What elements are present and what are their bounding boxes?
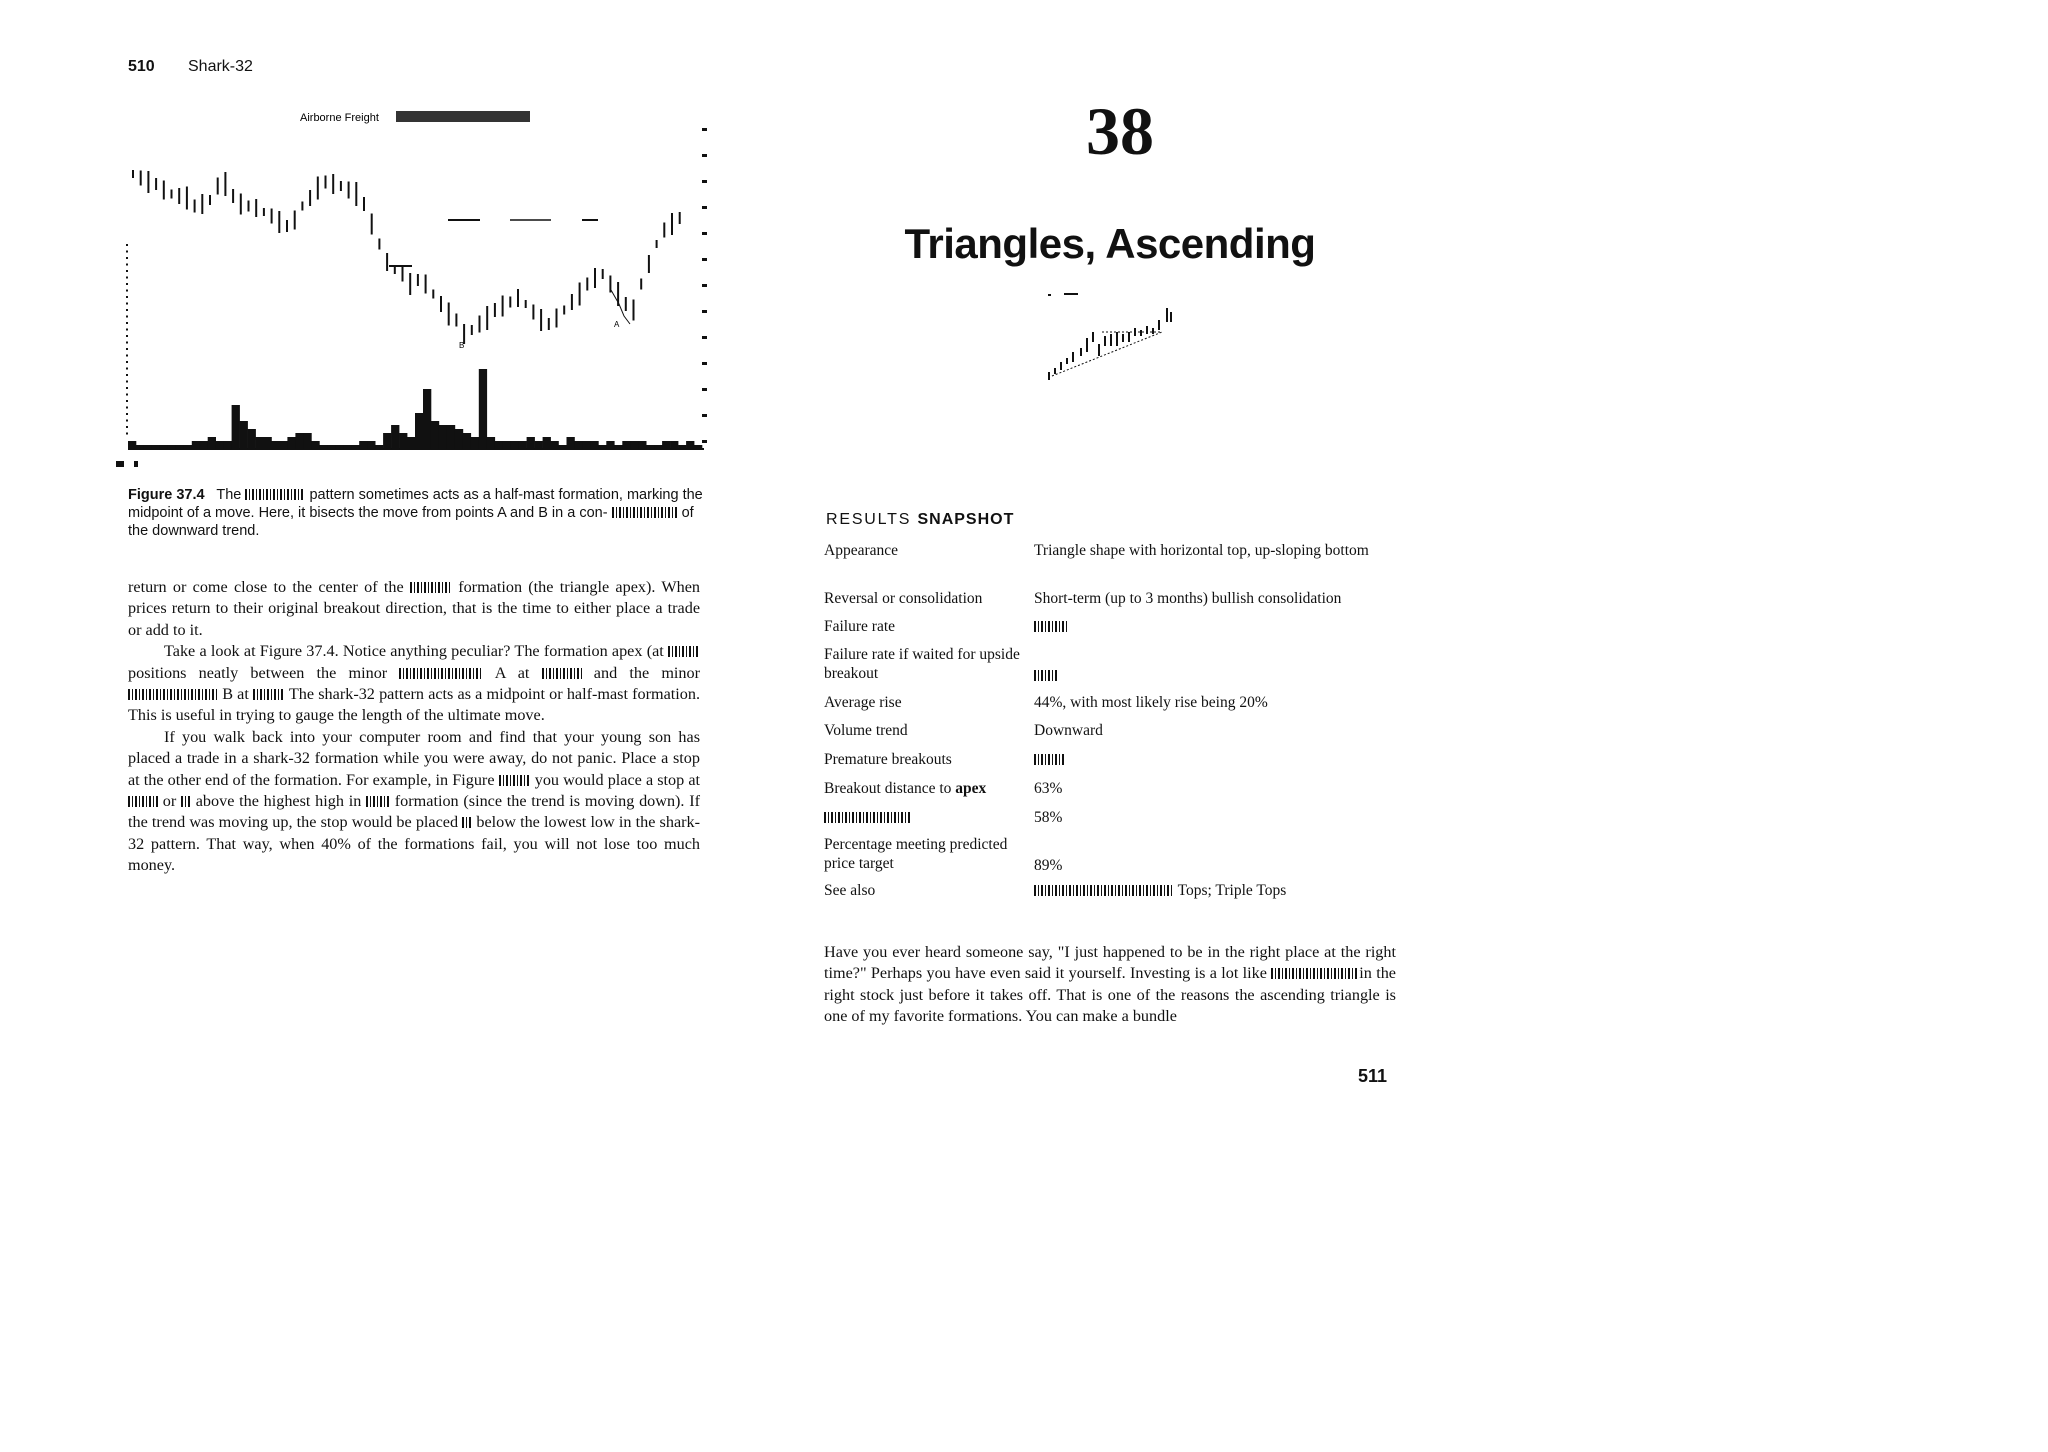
price-bar (248, 201, 250, 212)
volume-bar (351, 445, 359, 449)
p2-smudge-1 (668, 646, 700, 657)
p3-smudge-4 (366, 796, 390, 807)
snapshot-label: Reversal or consolidation (824, 590, 983, 607)
ascending-triangle-icon (1040, 288, 1180, 388)
volume-bar (367, 441, 375, 449)
price-bar (602, 269, 604, 279)
left-axis-tick (126, 303, 128, 305)
p1-smudge (410, 582, 452, 593)
value-smudge (1034, 885, 1174, 896)
snapshot-label: Average rise (824, 694, 902, 711)
price-bar (671, 213, 673, 235)
snapshot-label: Failure rate if waited for upside breakout (824, 646, 1020, 682)
right-axis-tick (702, 336, 707, 339)
left-axis-tick (126, 400, 128, 402)
price-bar (656, 240, 658, 248)
price-bar (486, 306, 488, 330)
volume-bar (375, 445, 383, 449)
price-bar (309, 190, 311, 206)
p3-smudge-1 (499, 775, 531, 786)
right-axis-tick (702, 310, 707, 313)
price-bar (532, 305, 534, 320)
left-axis-tick (126, 426, 128, 428)
p3-text-b: you would place a stop at (534, 770, 701, 789)
snapshot-row (824, 881, 1404, 909)
snapshot-label: Appearance (824, 542, 899, 559)
price-bar (633, 300, 635, 321)
volume-bar (359, 441, 367, 449)
volume-bar (407, 437, 415, 449)
see-also-text: Tops; Triple Tops (1177, 882, 1287, 899)
snapshot-row (824, 541, 1404, 589)
value-smudge (1034, 670, 1058, 681)
volume-bar (327, 445, 335, 449)
p2-text-b: positions neatly between the minor (128, 663, 388, 682)
snapshot-row (824, 693, 1404, 721)
right-axis-tick (702, 180, 707, 183)
chart-label-b: B (459, 341, 465, 350)
volume-bar (184, 445, 192, 449)
volume-bar (543, 437, 551, 449)
snapshot-row (824, 835, 1404, 881)
price-bar (455, 314, 457, 327)
volume-bar (128, 441, 136, 449)
p3-text-c: or (162, 792, 177, 811)
results-snapshot-table (824, 541, 1404, 909)
left-axis-tick (126, 316, 128, 318)
left-axis-tick (126, 381, 128, 383)
price-bar (502, 296, 504, 317)
left-axis-tick (126, 296, 128, 298)
caption-text-3: of the downward trend. (128, 505, 694, 539)
volume-bar (423, 389, 431, 449)
left-axis-tick (126, 309, 128, 311)
rp1-text-a: Have you ever heard someone say, "I just happened to be in the right place at the right time?" Perhaps you have even said it yourself. Investing is a lot like (824, 943, 1396, 983)
left-axis-ticks (126, 244, 128, 435)
price-bar (371, 214, 373, 235)
left-axis-tick (126, 374, 128, 376)
price-bar (355, 182, 357, 206)
volume-bar (511, 441, 519, 449)
volume-bar (495, 441, 503, 449)
price-bar (163, 181, 165, 200)
volume-bar (479, 369, 487, 449)
snapshot-label: Volume trend (824, 722, 908, 739)
volume-bar (248, 429, 256, 449)
snapshot-value: Short-term (up to 3 months) bullish consolidation (1034, 590, 1342, 607)
price-bar (448, 303, 450, 326)
figure-caption (128, 486, 703, 540)
volume-bar (383, 433, 391, 449)
left-axis-tick (126, 329, 128, 331)
price-bar (255, 199, 257, 217)
right-axis-ticks (702, 128, 707, 443)
price-bar (479, 316, 481, 333)
left-axis-tick (126, 342, 128, 344)
price-bar (201, 194, 203, 214)
price-bar (517, 289, 519, 307)
page-number-right: 511 (1358, 1066, 1388, 1086)
volume-bar (415, 413, 423, 449)
volume-bar (630, 441, 638, 449)
volume-bar (144, 445, 152, 449)
right-axis-tick (702, 154, 707, 157)
volume-bar (303, 433, 311, 449)
paragraph-1 (128, 577, 700, 641)
price-bar (594, 268, 596, 288)
price-bar (378, 239, 380, 250)
volume-bar (686, 441, 694, 449)
snapshot-value (1034, 881, 1404, 909)
snapshot-value (1034, 645, 1404, 693)
right-axis-tick (702, 206, 707, 209)
volume-bar (582, 441, 590, 449)
p2-smudge-3 (542, 668, 582, 679)
price-bar (278, 211, 280, 233)
right-axis-tick (702, 258, 707, 261)
p1-text-a: return or come close to the center of the (128, 578, 404, 596)
volume-bar (311, 441, 319, 449)
rp1-smudge (1271, 968, 1359, 979)
date-axis-mark (116, 461, 124, 467)
right-axis-tick (702, 362, 707, 365)
volume-bar (503, 441, 511, 449)
volume-bar (160, 445, 168, 449)
left-axis-tick (126, 270, 128, 272)
snapshot-label: Percentage meeting predicted price target (824, 836, 1008, 872)
price-bars (132, 170, 681, 344)
volume-bar (551, 441, 559, 449)
snapshot-row (824, 808, 1404, 835)
volume-bar (567, 437, 575, 449)
snapshot-label (824, 779, 1034, 808)
left-axis-tick (126, 322, 128, 324)
p3-text-e: formation (since the trend is moving down). If the trend was moving up, the stop would be placed (128, 792, 701, 832)
volume-bar (447, 425, 455, 449)
price-bar (217, 178, 219, 195)
price-bar (394, 266, 396, 274)
volume-bar (614, 445, 622, 449)
snapshot-value (1034, 750, 1404, 779)
volume-bar (519, 441, 527, 449)
volume-bar (216, 441, 224, 449)
snapshot-row (824, 645, 1404, 693)
caption-text-1: The (216, 487, 242, 503)
volume-bar (463, 433, 471, 449)
chart-svg (114, 104, 719, 474)
volume-bar (232, 405, 240, 449)
price-bar (348, 182, 350, 199)
p2-smudge-5 (253, 689, 285, 700)
snapshot-value: 44%, with most likely rise being 20% (1034, 694, 1268, 711)
p2-text-e: B at (222, 685, 249, 704)
snapshot-label: See also (824, 882, 876, 899)
running-head: Shark-32 (188, 58, 253, 75)
trend-line (611, 290, 630, 324)
volume-bars (128, 369, 702, 449)
price-bar (548, 318, 550, 330)
volume-bar (527, 437, 535, 449)
volume-bar (598, 445, 606, 449)
snapshot-row (824, 617, 1404, 645)
price-bar (417, 274, 419, 286)
right-paragraph-1 (824, 942, 1396, 1028)
price-bar (332, 174, 334, 194)
volume-bar (208, 437, 216, 449)
value-smudge (1034, 621, 1068, 632)
volume-bar (662, 441, 670, 449)
left-axis-tick (126, 251, 128, 253)
volume-bar (638, 441, 646, 449)
price-bar (301, 202, 303, 211)
price-bar (340, 181, 342, 191)
p2-text-d: and the minor (593, 663, 701, 682)
paragraph-2 (128, 641, 700, 727)
volume-bar (455, 429, 463, 449)
volume-bar (535, 441, 543, 449)
price-bar (579, 283, 581, 306)
value-smudge (1034, 754, 1064, 765)
price-bar (525, 300, 527, 308)
price-bar (363, 197, 365, 211)
price-volume-chart (114, 104, 719, 474)
price-bar (440, 296, 442, 312)
price-bar (271, 209, 273, 224)
volume-bar (606, 441, 614, 449)
price-bar (509, 297, 511, 308)
volume-bar (272, 441, 280, 449)
price-bar (209, 195, 211, 205)
right-axis-tick (702, 128, 707, 131)
price-bar (147, 171, 149, 193)
left-axis-tick (126, 368, 128, 370)
chapter-number: 38 (1086, 93, 1154, 169)
right-axis-tick (702, 232, 707, 235)
price-bar (317, 177, 319, 200)
price-bar (386, 253, 388, 271)
snapshot-value: 58% (1034, 809, 1063, 826)
price-bar (540, 309, 542, 331)
price-bar (140, 171, 142, 186)
price-bar (571, 294, 573, 310)
chart-label-a: A (614, 320, 620, 329)
snapshot-label: Failure rate (824, 618, 896, 635)
volume-bar (335, 445, 343, 449)
price-bar (263, 208, 265, 216)
volume-bar (646, 445, 654, 449)
price-bar (294, 211, 296, 230)
volume-bar (678, 445, 686, 449)
snapshot-label-bold: apex (955, 780, 987, 797)
p3-smudge-5 (462, 817, 472, 828)
snapshot-value: 63% (1034, 780, 1063, 797)
volume-bar (439, 425, 447, 449)
price-bar (471, 325, 473, 335)
p2-text-c: A at (494, 663, 530, 682)
paragraph-3 (128, 727, 700, 877)
p3-text-f: below the lowest low in the shark-32 pattern. That way, when 40% of the formations fail, you will not lose too much money. (128, 813, 701, 875)
volume-bar (240, 421, 248, 449)
snapshot-heading-plain: RESULTS (826, 511, 912, 528)
volume-bar (264, 437, 272, 449)
price-bar (648, 255, 650, 273)
page-number-left: 510 (128, 58, 155, 75)
price-bar (325, 176, 327, 189)
label-smudge (824, 812, 910, 823)
volume-bar (622, 441, 630, 449)
p2-text-a: Take a look at Figure 37.4. Notice anything peculiar? The formation apex (at (164, 642, 664, 661)
left-axis-tick (126, 290, 128, 292)
left-axis-tick (126, 413, 128, 415)
snapshot-label-text: Breakout distance to (824, 780, 952, 797)
left-axis-tick (126, 257, 128, 259)
volume-bar (399, 433, 407, 449)
left-axis-tick (126, 361, 128, 363)
left-axis-tick (126, 283, 128, 285)
volume-bar (319, 445, 327, 449)
price-bar (494, 303, 496, 317)
snapshot-heading-bold: SNAPSHOT (917, 511, 1015, 528)
price-bar (563, 306, 565, 315)
left-axis-tick (126, 394, 128, 396)
snapshot-value: Downward (1034, 722, 1103, 739)
p2-smudge-2 (399, 668, 483, 679)
price-bar (679, 212, 681, 224)
snapshot-row (824, 750, 1404, 779)
left-axis-tick (126, 348, 128, 350)
price-bar (556, 309, 558, 328)
volume-bar (343, 445, 351, 449)
caption-text-2: pattern sometimes acts as a half-mast formation, marking the midpoint of a move. Here, it bisects the move from points A and B in a con- (128, 487, 703, 521)
snapshot-label: Premature breakouts (824, 751, 952, 768)
right-body-text (824, 942, 1396, 1028)
price-bar (409, 273, 411, 295)
price-bar (402, 267, 404, 282)
snapshot-value (1034, 617, 1404, 645)
price-bar (171, 190, 173, 199)
price-bar (132, 170, 134, 178)
volume-bar (168, 445, 176, 449)
p2-smudge-4 (128, 689, 218, 700)
price-bar (286, 220, 288, 232)
chart-title-smudge (396, 111, 530, 122)
price-bar (432, 290, 434, 299)
price-bar (232, 189, 234, 203)
volume-bar (295, 433, 303, 449)
volume-bar (391, 425, 399, 449)
snapshot-label (824, 808, 1034, 835)
volume-bar (136, 445, 144, 449)
volume-bar (471, 437, 479, 449)
caption-smudge (245, 489, 305, 500)
price-bar (240, 194, 242, 215)
caption-smudge-2 (612, 507, 678, 518)
date-axis-mark-2 (134, 461, 138, 467)
volume-bar (287, 437, 295, 449)
left-axis-tick (126, 264, 128, 266)
left-axis-tick (126, 244, 128, 246)
p3-text-d: above the highest high in (195, 792, 362, 811)
left-axis-tick (126, 277, 128, 279)
volume-bar (487, 437, 495, 449)
price-bar (194, 200, 196, 213)
volume-bar (694, 445, 702, 449)
price-bar (640, 279, 642, 290)
chapter-title: Triangles, Ascending (904, 220, 1316, 267)
p2-text-f: The shark-32 pattern acts as a midpoint or half-mast formation. This is useful in trying to gauge the length of the ultimate move. (128, 685, 701, 725)
volume-bar (256, 437, 264, 449)
caption-label: Figure 37.4 (128, 487, 205, 503)
left-body-text (128, 577, 700, 877)
p3-text-a: If you walk back into your computer room and find that your young son has placed a trade in a shark-32 formation while you were away, do not panic. Place a stop at the other end of the formation. For example, in Figure (128, 727, 700, 789)
snapshot-value: 89% (1034, 857, 1063, 874)
volume-bar (192, 441, 200, 449)
left-axis-tick (126, 387, 128, 389)
right-axis-tick (702, 388, 707, 391)
price-bar (586, 278, 588, 291)
volume-bar (431, 421, 439, 449)
left-axis-tick (126, 407, 128, 409)
price-bar (425, 275, 427, 294)
chart-title: Airborne Freight (300, 112, 379, 124)
snapshot-value: Triangle shape with horizontal top, up-sloping bottom (1034, 542, 1369, 559)
volume-bar (590, 441, 598, 449)
price-bar (663, 223, 665, 238)
p1-text-b: formation (the triangle apex). When prices return to their original breakout direction, that is the time to either place a trade or add to it. (128, 578, 701, 639)
price-bar (625, 297, 627, 311)
right-axis-tick (702, 414, 707, 417)
right-axis-tick (702, 440, 707, 443)
volume-bar (152, 445, 160, 449)
volume-bar (559, 445, 567, 449)
volume-bar (200, 441, 208, 449)
price-bar (178, 188, 180, 204)
left-axis-tick (126, 335, 128, 337)
p3-smudge-3 (181, 796, 191, 807)
snapshot-row (824, 779, 1404, 808)
price-bar (224, 172, 226, 196)
volume-bar (670, 441, 678, 449)
price-bar (155, 178, 157, 190)
snapshot-row (824, 721, 1404, 750)
volume-bar (280, 441, 288, 449)
right-axis-tick (702, 284, 707, 287)
volume-bar (654, 445, 662, 449)
rp1-text-b: in the right stock just before it takes off. That is one of the reasons the ascending triangle is one of my favorite formations. You can make a bundle (824, 964, 1396, 1026)
snapshot-row (824, 589, 1404, 617)
left-axis-tick (126, 433, 128, 435)
volume-bar (574, 441, 582, 449)
volume-bar (176, 445, 184, 449)
left-axis-tick (126, 355, 128, 357)
price-bar (186, 187, 188, 210)
p3-smudge-2 (128, 796, 158, 807)
results-snapshot-heading (826, 511, 1014, 529)
left-axis-tick (126, 420, 128, 422)
volume-bar (224, 441, 232, 449)
